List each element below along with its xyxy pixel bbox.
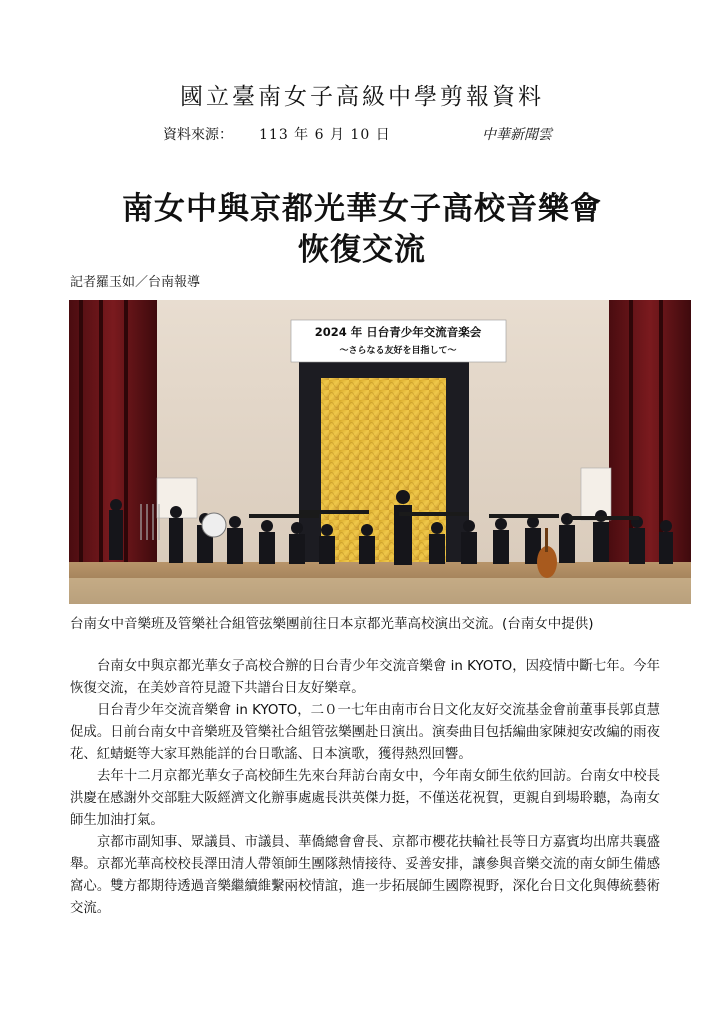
article-paragraph-3: 去年十二月京都光華女子高校師生先來台拜訪台南女中，今年南女師生依約回訪。台南女中校長洪慶在感謝外交部駐大阪經濟文化辦事處處長洪英傑力挺，不僅送花祝賀，更親自到場聆聽，為南女師生加油打氣。 [70,769,660,828]
article-body [70,656,660,920]
source-date: 113 年 6 月 10 日 [259,127,391,143]
banner-line-1: 2024 年 日台青少年交流音楽会 [314,325,482,339]
headline-line-1: 南女中與京都光華女子高校音樂會 [122,191,602,227]
headline-line-2: 恢復交流 [298,232,426,268]
article-paragraph-2: 日台青少年交流音樂會 in KYOTO，二０一七年由南市台日文化友好交流基金會前董事長郭貞慧促成。日前台南女中音樂班及管樂社合組管弦樂團赴日演出。演奏曲目包括編曲家陳昶安改編的雨夜花、紅蜻蜓等大家耳熟能詳的台日歌謠、日本演歌，獲得熱烈回響。 [70,703,660,762]
article-paragraph-4: 京都市副知事、眾議員、市議員、華僑總會會長、京都市櫻花扶輪社長等日方嘉賓均出席共襄盛舉。京都光華高校校長澤田清人帶領師生團隊熱情接待、妥善安排，讓參與音樂交流的南女師生備感窩心。雙方都期待透過音樂繼續維繫兩校情誼，進一步拓展師生國際視野，深化台日文化與傳統藝術交流。 [70,835,660,916]
source-line [163,124,552,144]
banner-line-2: ～さらなる友好を目指して～ [339,346,457,356]
clipping-title: 國立臺南女子高級中學剪報資料 [180,84,544,110]
byline: 記者羅玉如／台南報導 [70,275,201,290]
concert-photo [69,300,691,604]
source-label: 資料來源： [163,127,233,143]
photo-caption: 台南女中音樂班及管樂社合組管弦樂團前往日本京都光華高校演出交流。(台南女中提供) [70,616,594,632]
article-paragraph-1: 台南女中與京都光華女子高校合辦的日台青少年交流音樂會 in KYOTO，因疫情中斷七年。今年恢復交流，在美妙音符見證下共譜台日友好樂章。 [70,659,660,696]
newspaper-name: 中華新聞雲 [482,127,552,143]
